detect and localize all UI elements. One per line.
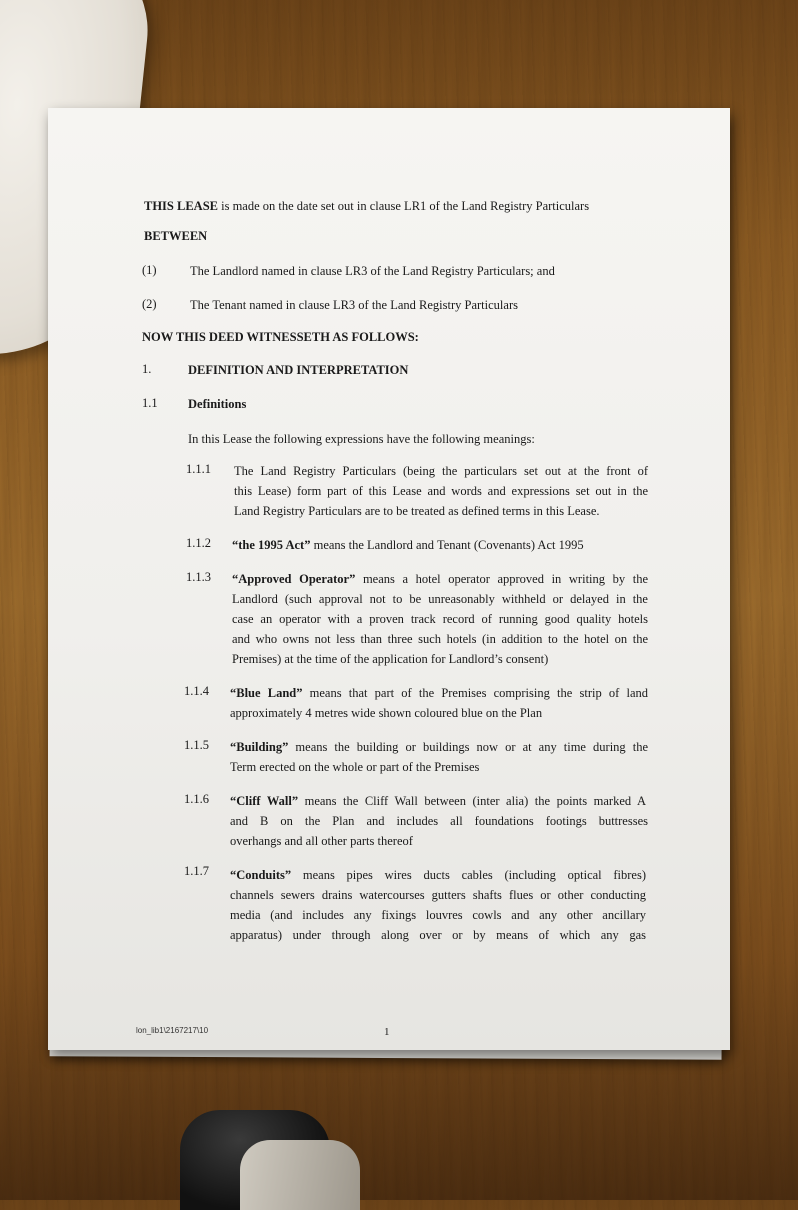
clause-line: Premises) at the time of the application for Landlord’s consent) xyxy=(232,652,549,666)
witnesseth-heading: NOW THIS DEED WITNESSETH AS FOLLOWS: xyxy=(142,330,419,344)
clause-num: 1.1.7 xyxy=(184,864,209,878)
clause-line: and who owns not less than three such hotels (in addition to the hotel on the xyxy=(232,632,648,646)
subsection-title: Definitions xyxy=(188,397,247,411)
clause-line: “Conduits” means pipes wires ducts cables (including optical fibres) xyxy=(230,868,646,882)
clause-line: “Cliff Wall” means the Cliff Wall between (inter alia) the points marked A xyxy=(230,794,646,808)
defined-term: “Building” xyxy=(230,740,289,754)
defined-term: “the 1995 Act” xyxy=(232,538,311,552)
page-number: 1 xyxy=(384,1026,390,1038)
lease-page xyxy=(48,108,730,1050)
clause-line: Term erected on the whole or part of the Premises xyxy=(230,760,480,774)
clause-num: 1.1.6 xyxy=(184,792,209,806)
clause-line: case an operator with a proven track record of running good quality hotels xyxy=(232,612,648,626)
party-2-num: (2) xyxy=(142,297,157,311)
defined-term: “Conduits” xyxy=(230,868,292,882)
section-title: DEFINITION AND INTERPRETATION xyxy=(188,363,409,377)
clause-num: 1.1.2 xyxy=(186,536,211,550)
clause-line: The Land Registry Particulars (being the particulars set out at the front of xyxy=(234,464,648,478)
clause-line: this Lease) form part of this Lease and words and expressions set out in the xyxy=(234,484,648,498)
clause-line: “the 1995 Act” means the Landlord and Tenant (Covenants) Act 1995 xyxy=(232,538,584,552)
clause-line: approximately 4 metres wide shown coloured blue on the Plan xyxy=(230,706,543,720)
clause-num: 1.1.4 xyxy=(184,684,209,698)
defined-term: “Cliff Wall” xyxy=(230,794,299,808)
clause-line: “Approved Operator” means a hotel operator approved in writing by the xyxy=(232,572,648,586)
party-1-num: (1) xyxy=(142,263,157,277)
defined-term: “Blue Land” xyxy=(230,686,303,700)
intro-line: THIS LEASE is made on the date set out in clause LR1 of the Land Registry Particulars xyxy=(144,199,590,213)
clause-line: media (and includes any fixings louvres cowls and any other ancillary xyxy=(230,908,646,922)
clause-line: “Building” means the building or buildings now or at any time during the xyxy=(230,740,648,754)
clause-line: and B on the Plan and includes all foundations footings buttresses xyxy=(230,814,648,828)
between-heading: BETWEEN xyxy=(144,229,208,243)
clause-line: overhangs and all other parts thereof xyxy=(230,834,413,848)
subsection-num: 1.1 xyxy=(142,396,158,410)
definitions-intro: In this Lease the following expressions have the following meanings: xyxy=(188,432,535,446)
document-reference: lon_lib1\2167217\10 xyxy=(136,1026,209,1035)
clause-num: 1.1.5 xyxy=(184,738,209,752)
party-2-text: The Tenant named in clause LR3 of the Land Registry Particulars xyxy=(190,298,518,312)
clause-line: “Blue Land” means that part of the Premises comprising the strip of land xyxy=(230,686,648,700)
defined-term: “Approved Operator” xyxy=(232,572,356,586)
clause-num: 1.1.3 xyxy=(186,570,211,584)
clause-line: apparatus) under through along over or by means of which any gas xyxy=(230,928,646,942)
clause-line: Landlord (such approval not to be unreasonably withheld or delayed in the xyxy=(232,592,648,606)
party-1-text: The Landlord named in clause LR3 of the Land Registry Particulars; and xyxy=(190,264,555,278)
clause-line: channels sewers drains watercourses gutters shafts flues or other conducting xyxy=(230,888,646,902)
clause-line: Land Registry Particulars are to be treated as defined terms in this Lease. xyxy=(234,504,600,518)
clause-num: 1.1.1 xyxy=(186,462,211,476)
section-num: 1. xyxy=(142,362,152,376)
